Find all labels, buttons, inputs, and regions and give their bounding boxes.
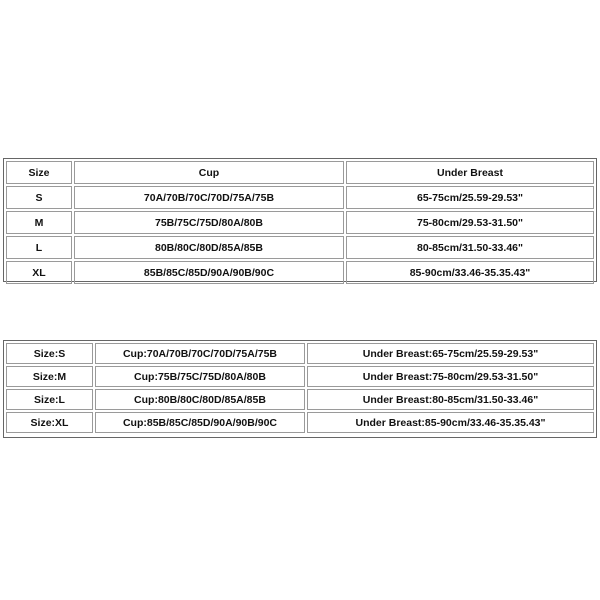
cup-cell: 75B/75C/75D/80A/80B (74, 211, 344, 234)
under-breast-cell: 75-80cm/29.53-31.50" (346, 211, 594, 234)
size-cell: Size:XL (6, 412, 93, 433)
table-row (5, 365, 595, 388)
table-row (5, 411, 595, 434)
table-row (5, 260, 595, 285)
header-under-breast: Under Breast (346, 161, 594, 184)
size-cell: Size:L (6, 389, 93, 410)
cup-cell: 80B/80C/80D/85A/85B (74, 236, 344, 259)
under-breast-cell: Under Breast:65-75cm/25.59-29.53" (307, 343, 594, 364)
header-size: Size (6, 161, 72, 184)
cup-cell: Cup:85B/85C/85D/90A/90B/90C (95, 412, 305, 433)
under-breast-cell: Under Breast:80-85cm/31.50-33.46" (307, 389, 594, 410)
under-breast-cell: 65-75cm/25.59-29.53" (346, 186, 594, 209)
table-row (5, 388, 595, 411)
cup-cell: Cup:70A/70B/70C/70D/75A/75B (95, 343, 305, 364)
table-row (5, 210, 595, 235)
under-breast-cell: Under Breast:85-90cm/33.46-35.35.43" (307, 412, 594, 433)
cup-cell: 70A/70B/70C/70D/75A/75B (74, 186, 344, 209)
header-cup: Cup (74, 161, 344, 184)
table-row (5, 185, 595, 210)
under-breast-cell: 80-85cm/31.50-33.46" (346, 236, 594, 259)
size-cell: Size:S (6, 343, 93, 364)
size-chart-table (3, 158, 597, 282)
under-breast-cell: 85-90cm/33.46-35.35.43" (346, 261, 594, 284)
cup-cell: Cup:80B/80C/80D/85A/85B (95, 389, 305, 410)
table-header-row (5, 160, 595, 185)
table-row (5, 342, 595, 365)
cup-cell: 85B/85C/85D/90A/90B/90C (74, 261, 344, 284)
size-cell: Size:M (6, 366, 93, 387)
size-cell: L (6, 236, 72, 259)
size-cell: M (6, 211, 72, 234)
cup-cell: Cup:75B/75C/75D/80A/80B (95, 366, 305, 387)
size-cell: XL (6, 261, 72, 284)
table-row (5, 235, 595, 260)
size-cell: S (6, 186, 72, 209)
under-breast-cell: Under Breast:75-80cm/29.53-31.50" (307, 366, 594, 387)
size-chart-table-labeled (3, 340, 597, 438)
